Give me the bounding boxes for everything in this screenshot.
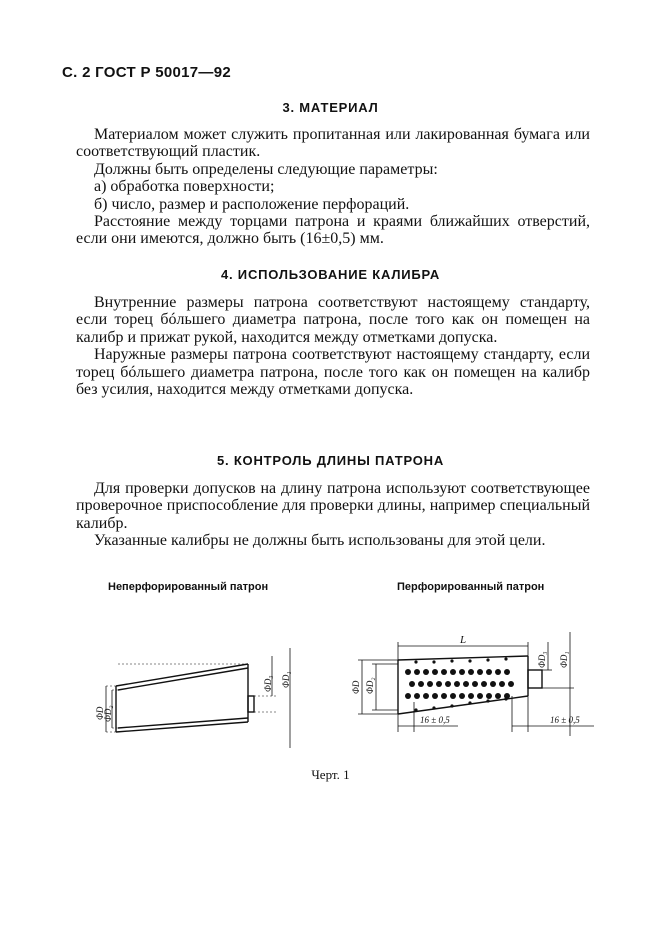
dim-gap-right-label: 16 ± 0,5 xyxy=(550,715,580,725)
section-3-body xyxy=(76,126,590,248)
section-5-title: 5. КОНТРОЛЬ ДЛИНЫ ПАТРОНА xyxy=(216,453,445,468)
dim-d-label: ΦD xyxy=(95,706,105,720)
paragraph: Для проверки допусков на длину патрона используют соответствующее проверочное приспособление для проверки длины, например специальный калибр. xyxy=(76,480,590,532)
dim-d1-label-right: ΦD₁ xyxy=(559,651,569,668)
perforation-holes xyxy=(405,657,514,711)
list-item: б) число, размер и расположение перфораций. xyxy=(94,195,410,213)
paragraph: Должны быть определены следующие параметры: xyxy=(94,160,438,178)
section-4-body xyxy=(76,294,590,398)
paragraph: Указанные калибры не должны быть использованы для этой цели. xyxy=(94,532,546,550)
dim-d3-label-right: ΦD₃ xyxy=(537,651,547,668)
perforated-cone-drawing xyxy=(348,632,598,742)
list-item: а) обработка поверхности; xyxy=(94,178,275,196)
paragraph: Материалом может служить пропитанная или лакированная бумага или соответствующий пластик. xyxy=(76,126,590,161)
figure-label: Черт. 1 xyxy=(311,767,350,782)
dim-d2-label: ΦD₂ xyxy=(103,705,113,722)
unperforated-cone-drawing xyxy=(78,648,298,748)
section-4-title: 4. ИСПОЛЬЗОВАНИЕ КАЛИБРА xyxy=(220,267,441,282)
figure-caption-left: Неперфорированный патрон xyxy=(108,581,269,593)
section-5-body xyxy=(76,480,590,550)
page-header: С. 2 ГОСТ Р 50017—92 xyxy=(62,64,232,81)
dim-gap-left-label: 16 ± 0,5 xyxy=(420,715,450,725)
dim-d2-label-right: ΦD₂ xyxy=(365,677,375,694)
dim-l-label: L xyxy=(459,634,467,646)
dim-d3-label: ΦD₃ xyxy=(263,675,273,692)
paragraph: Внутренние размеры патрона соответствуют настоящему стандарту, если торец бóльшего диаметра патрона, после того как он помещен на калибр и прижат рукой, находится между отметками допуска. xyxy=(76,294,590,346)
paragraph: Наружные размеры патрона соответствуют настоящему стандарту, если торец бóльшего диаметра патрона, после того как он помещен на калибр без усилия, находится между отметками допуска. xyxy=(76,346,590,399)
dim-d-label-right: ΦD xyxy=(351,680,361,694)
paragraph: Расстояние между торцами патрона и краями ближайших отверстий, если они имеются, должно быть (16±0,5) мм. xyxy=(76,213,590,248)
dim-d1-label: ΦD₁ xyxy=(281,671,291,688)
section-3-title: 3. МАТЕРИАЛ xyxy=(282,100,379,115)
figure-caption-right: Перфорированный патрон xyxy=(397,581,545,593)
